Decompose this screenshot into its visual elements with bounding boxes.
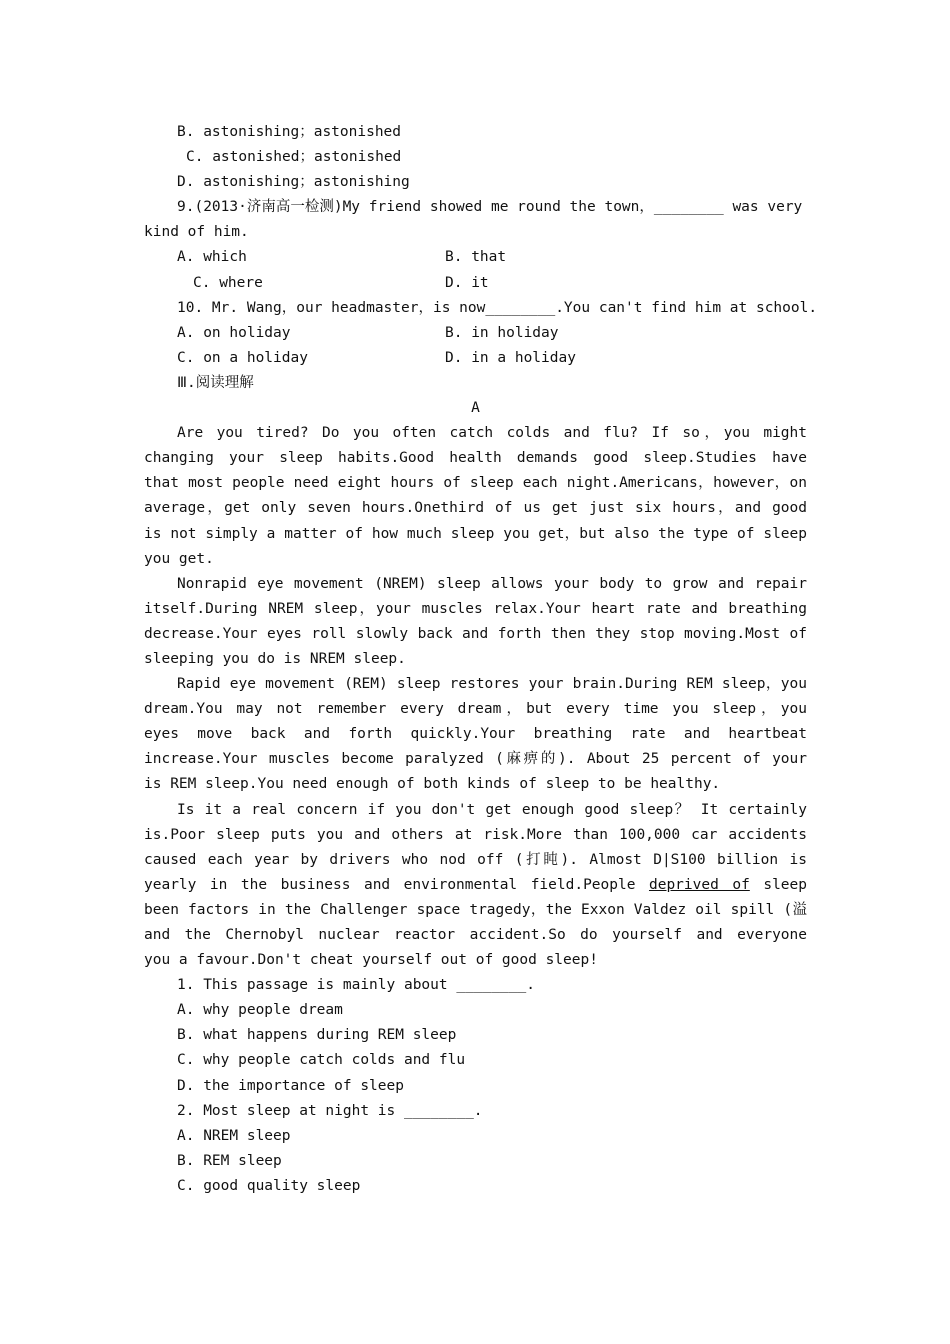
q9-stem-cont: kind of him. — [144, 224, 249, 241]
passage-label: A — [471, 400, 480, 417]
p1-line: changing your sleep habits.Good health demands good sleep.Studies have — [144, 450, 807, 467]
p4-line: is.Poor sleep puts you and others at risk.More than 100,000 car accidents — [144, 826, 807, 843]
rq1-option-c: C. why people catch colds and flu — [177, 1052, 466, 1069]
p1-line: you get. — [144, 550, 214, 567]
q10-stem: 10. Mr. Wang，our headmaster，is now________.You can't find him at school. — [177, 299, 818, 316]
q9-options-row-2 — [144, 271, 807, 296]
q9-option-c: C. where — [193, 274, 263, 291]
p3-line: dream.You may not remember every dream，but every time you sleep，you — [144, 701, 807, 718]
p3-line: is REM sleep.You need enough of both kinds of sleep to be healthy. — [144, 776, 721, 793]
underlined-phrase: deprived of — [648, 876, 750, 893]
rq2-option-a: A. NREM sleep — [177, 1127, 291, 1144]
p1-line: that most people need eight hours of sleep each night.Americans，however，on — [144, 475, 807, 492]
rq2-option-c: C. good quality sleep — [177, 1177, 361, 1194]
q9-option-b: B. that — [445, 249, 507, 266]
rq1-stem: 1. This passage is mainly about ________. — [177, 977, 535, 994]
p2-line: sleeping you do is NREM sleep. — [144, 650, 406, 667]
q9-options-row-1 — [144, 245, 807, 270]
rq1-option-b: B. what happens during REM sleep — [177, 1027, 457, 1044]
p4-line: and the Chernobyl nuclear reactor accident.So do yourself and everyone — [144, 927, 807, 943]
rq1-option-a: A. why people dream — [177, 1002, 343, 1019]
p3-line: increase.Your muscles become paralyzed (麻痹的). About 25 percent of your — [144, 751, 807, 768]
q9-option-a: A. which — [177, 249, 247, 266]
q10-options-row-2 — [144, 346, 807, 371]
q8-option-b: B. astonishing；astonished — [177, 124, 402, 140]
p4-line: you a favour.Don't cheat yourself out of good sleep! — [144, 952, 598, 969]
p4-line: Is it a real concern if you don't get enough good sleep？ It certainly — [177, 801, 807, 818]
q8-option-c: C. astonished；astonished — [186, 149, 402, 166]
p4-text-after: sleep — [763, 876, 807, 893]
p2-line: decrease.Your eyes roll slowly back and forth then they stop moving.Most of — [144, 625, 807, 642]
rq2-option-b: B. REM sleep — [177, 1152, 282, 1169]
q10-option-c: C. on a holiday — [177, 349, 308, 366]
p1-line: Are you tired? Do you often catch colds and flu? If so，you might — [177, 425, 807, 442]
p4-text-before: yearly in the business and environmental field.People — [144, 876, 636, 893]
q10-option-d: D. in a holiday — [445, 349, 576, 366]
rq1-option-d: D. the importance of sleep — [177, 1077, 404, 1094]
q9-option-d: D. it — [445, 274, 489, 291]
p2-line: Nonrapid eye movement (NREM) sleep allows your body to grow and repair — [177, 575, 807, 592]
rq2-stem: 2. Most sleep at night is ________. — [177, 1102, 483, 1119]
p4-line: been factors in the Challenger space tragedy，the Exxon Valdez oil spill (溢 — [144, 901, 807, 918]
p1-line: is not simply a matter of how much sleep you get，but also the type of sleep — [144, 525, 807, 542]
document-page — [144, 120, 818, 1199]
p2-line: itself.During NREM sleep，your muscles relax.Your heart rate and breathing — [144, 600, 807, 617]
p3-line: Rapid eye movement (REM) sleep restores your brain.During REM sleep，you — [177, 676, 807, 693]
p4-line: caused each year by drivers who nod off (打盹). Almost D|S100 billion is — [144, 851, 807, 868]
q9-stem: 9.(2013·济南高一检测)My friend showed me round the town，________ was very — [177, 199, 803, 216]
q10-option-a: A. on holiday — [177, 324, 291, 341]
section-heading: Ⅲ.阅读理解 — [177, 374, 254, 391]
p1-line: average，get only seven hours.Onethird of us get just six hours，and good — [144, 500, 807, 517]
q10-option-b: B. in holiday — [445, 324, 559, 341]
p3-line: eyes move back and forth quickly.Your breathing rate and heartbeat — [144, 726, 807, 743]
q8-option-d: D. astonishing；astonishing — [177, 174, 410, 191]
q10-options-row-1 — [144, 321, 807, 346]
p4-line-underlined — [144, 873, 807, 898]
